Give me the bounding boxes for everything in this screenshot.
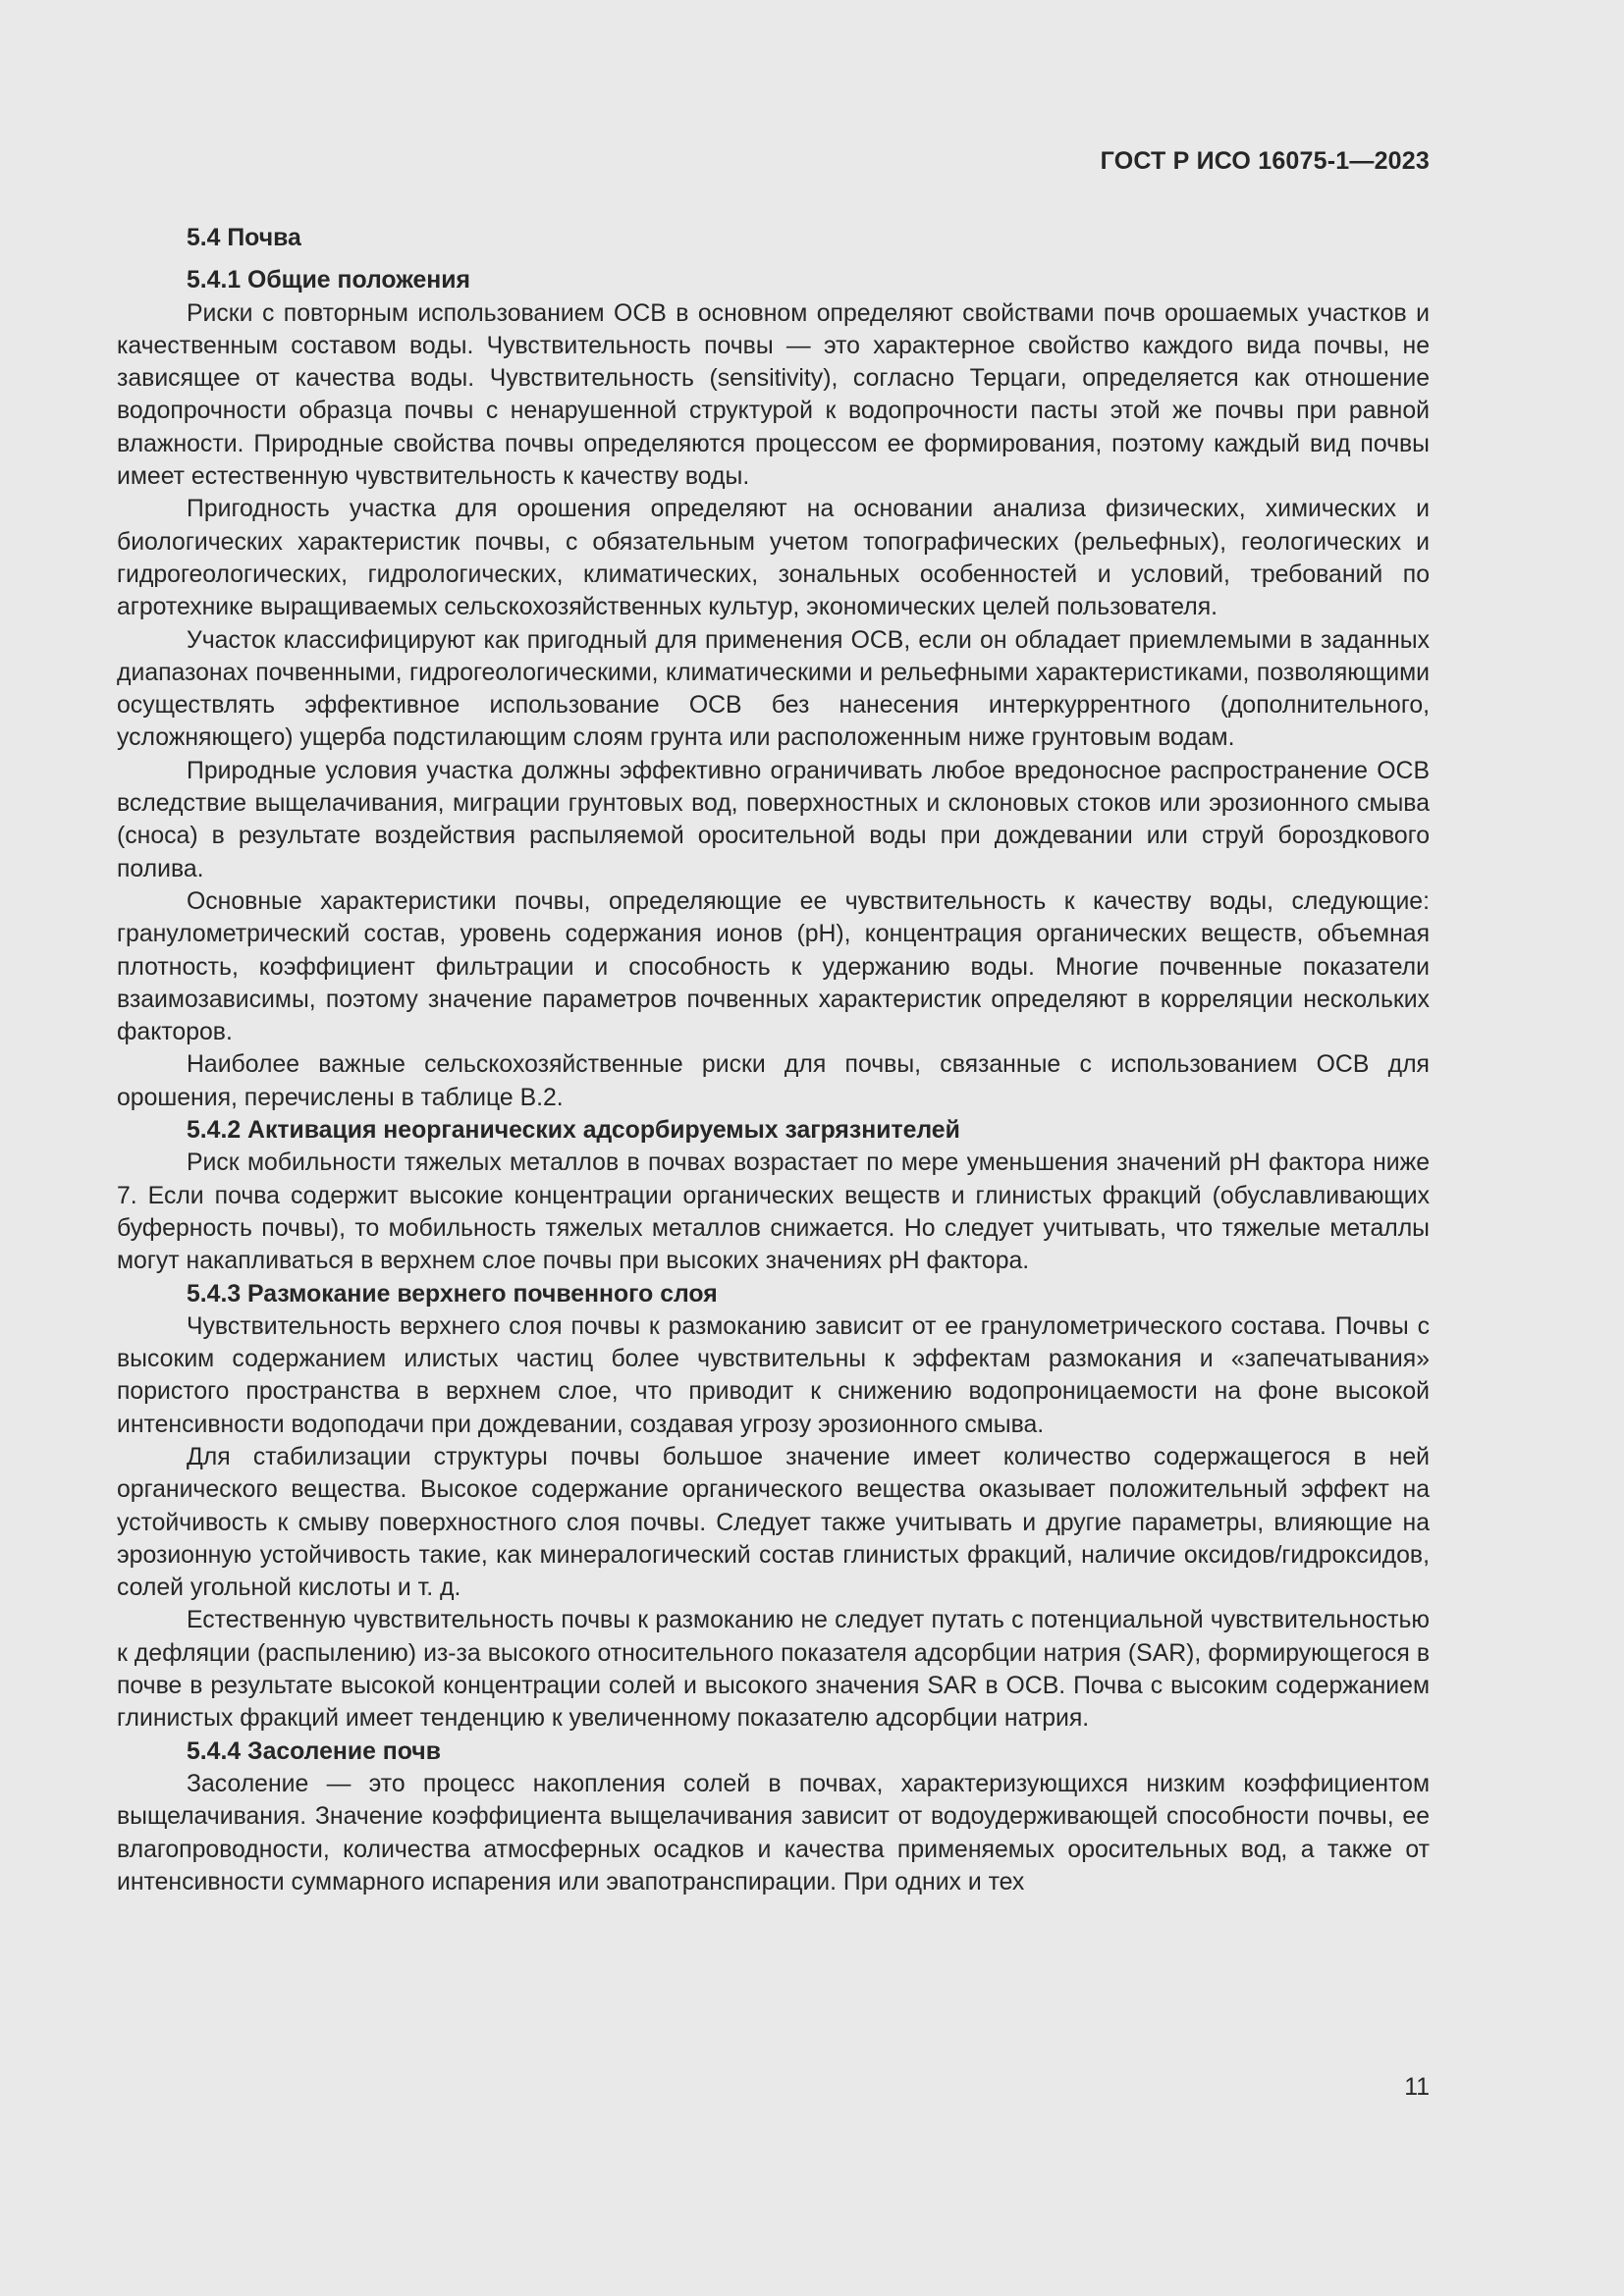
paragraph: Естественную чувствительность почвы к размоканию не следует путать с потенциальной чувствительностью к дефляции (распылению) из-за высокого относительного показателя адсорбции натрия (SAR), формирующегося в почве в результате высокой концентрации солей и высокого значения SAR в ОСВ. Почва с высоким содержанием глинистых фракций имеет тенденцию к увеличенному показателю адсорбции натрия. <box>117 1607 1430 1733</box>
paragraph: Природные условия участка должны эффективно ограничивать любое вредоносное распространение ОСВ вследствие выщелачивания, миграции грунтовых вод, поверхностных и склоновых стоков или эрозионного смыва (сноса) в результате воздействия распыляемой оросительной воды при дождевании или струй бороздкового полива. <box>117 757 1430 882</box>
subsection-heading-5-4-4: 5.4.4 Засоление почв <box>187 1737 441 1765</box>
paragraph: Основные характеристики почвы, определяющие ее чувствительность к качеству воды, следующие: гранулометрический состав, уровень содержания ионов (pH), концентрация органических веществ, объемная плотность, коэффициент фильтрации и способность к удержанию воды. Многие почвенные показатели взаимозависимы, поэтому значение параметров почвенных характеристик определяют в корреляции нескольких факторов. <box>117 887 1430 1046</box>
paragraph: Наиболее важные сельскохозяйственные риски для почвы, связанные с использованием ОСВ для орошения, перечислены в таблице В.2. <box>117 1051 1430 1111</box>
page-content <box>117 222 1430 1898</box>
page-number: 11 <box>1404 2074 1430 2101</box>
paragraph: Чувствительность верхнего слоя почвы к размоканию зависит от ее гранулометрического состава. Почвы с высоким содержанием илистых частиц более чувствительны к эффектам размокания и «запечатывания» пористого пространства в верхнем слое, что приводит к снижению водопроницаемости на фоне высокой интенсивности водоподачи при дождевании, создавая угрозу эрозионного смыва. <box>117 1312 1430 1438</box>
section-heading: 5.4 Почва <box>187 225 301 251</box>
subsection-heading-5-4-1: 5.4.1 Общие положения <box>187 267 470 294</box>
paragraph: Для стабилизации структуры почвы большое значение имеет количество содержащегося в ней органического вещества. Высокое содержание органического вещества оказывает положительный эффект на устойчивость к смыву поверхностного слоя почвы. Следует также учитывать и другие параметры, влияющие на эрозионную устойчивость такие, как минералогический состав глинистых фракций, наличие оксидов/гидроксидов, солей угольной кислоты и т. д. <box>117 1443 1430 1602</box>
paragraph: Участок классифицируют как пригодный для применения ОСВ, если он обладает приемлемыми в заданных диапазонах почвенными, гидрогеологическими, климатическими и рельефными характеристиками, позволяющими осуществлять эффективное использование ОСВ без нанесения интеркуррентного (дополнительного, усложняющего) ущерба подстилающим слоям грунта или расположенным ниже грунтовым водам. <box>117 626 1430 752</box>
subsection-heading-5-4-2: 5.4.2 Активация неорганических адсорбируемых загрязнителей <box>187 1117 960 1145</box>
paragraph: Риск мобильности тяжелых металлов в почвах возрастает по мере уменьшения значений pH фактора ниже 7. Если почва содержит высокие концентрации органических веществ и глинистых фракций (обуславливающих буферность почвы), то мобильность тяжелых металлов снижается. Но следует учитывать, что тяжелые металлы могут накапливаться в верхнем слое почвы при высоких значениях pH фактора. <box>117 1149 1430 1275</box>
document-id-header: ГОСТ Р ИСО 16075-1—2023 <box>1100 147 1430 175</box>
paragraph: Пригодность участка для орошения определяют на основании анализа физических, химических и биологических характеристик почвы, с обязательным учетом топографических (рельефных), геологических и гидрогеологических, гидрологических, климатических, зональных особенностей и условий, требований по агротехнике выращиваемых сельскохозяйственных культур, экономических целей пользователя. <box>117 496 1430 621</box>
paragraph: Риски с повторным использованием ОСВ в основном определяют свойствами почв орошаемых участков и качественным составом воды. Чувствительность почвы — это характерное свойство каждого вида почвы, не зависящее от качества воды. Чувствительность (sensitivity), согласно Терцаги, определяется как отношение водопрочности образца почвы с ненарушенной структурой к водопрочности пасты этой же почвы при равной влажности. Природные свойства почвы определяются процессом ее формирования, поэтому каждый вид почвы имеет естественную чувствительность к качеству воды. <box>117 299 1430 491</box>
paragraph: Засоление — это процесс накопления солей в почвах, характеризующихся низким коэффициентом выщелачивания. Значение коэффициента выщелачивания зависит от водоудерживающей способности почвы, ее влагопроводности, количества атмосферных осадков и качества применяемых оросительных вод, а также от интенсивности суммарного испарения или эвапотранспирации. При одних и тех <box>117 1770 1430 1896</box>
subsection-heading-5-4-3: 5.4.3 Размокание верхнего почвенного слоя <box>187 1280 718 1308</box>
